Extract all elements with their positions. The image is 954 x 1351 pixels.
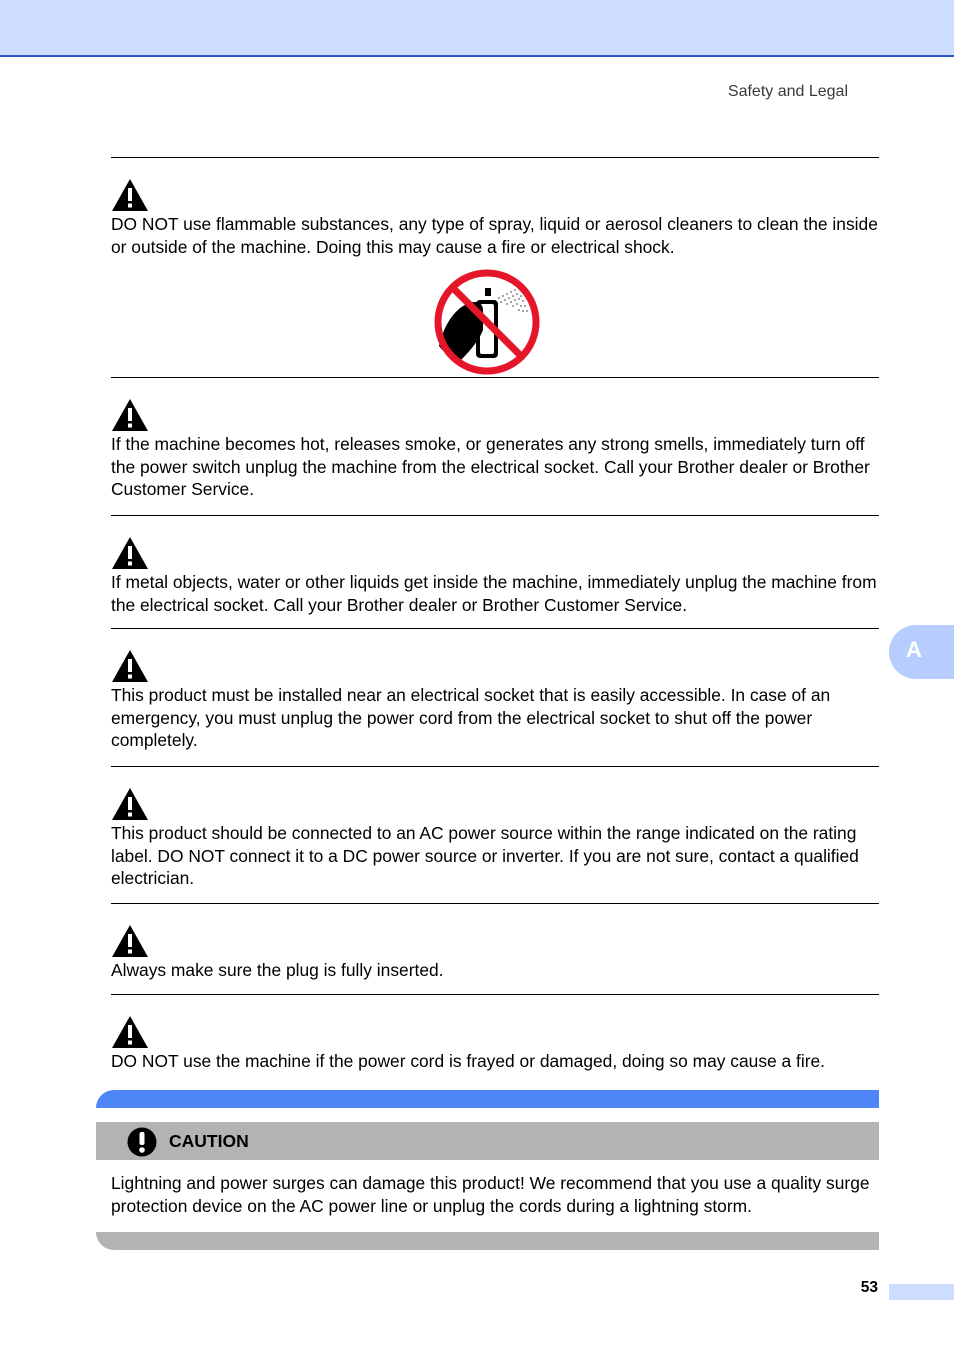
warning-text: Always make sure the plug is fully inserted. [111,960,444,980]
section-divider [111,994,879,995]
no-spray-icon [431,266,543,378]
caution-text: Lightning and power surges can damage this product! We recommend that you use a quality surge protection device on the AC power line or unplug the cords during a lightning storm. [111,1173,870,1216]
warning-triangle-icon [111,398,149,432]
warning-text: DO NOT use the machine if the power cord is frayed or damaged, doing so may cause a fire. [111,1051,826,1071]
section-divider [111,377,879,378]
warning-triangle-icon [111,649,149,683]
exclamation-circle-icon [127,1127,157,1157]
running-head-title: Safety and Legal [727,83,848,100]
header-band [0,0,954,57]
chapter-tab[interactable] [889,625,954,679]
warning-triangle-icon [111,536,149,570]
page-number-tab [889,1284,954,1300]
warning-triangle-icon [111,178,149,212]
warning-triangle-icon [111,1015,149,1049]
section-divider [111,628,879,629]
page-number: 53 [860,1279,878,1296]
caution-header [96,1122,879,1160]
caution-label: CAUTION [169,1131,249,1151]
warning-text: If metal objects, water or other liquids get inside the machine, immediately unplug the machine from the electrical socket. Call your Brother dealer or Brother Customer Service. [111,572,877,615]
warning-text: DO NOT use flammable substances, any type of spray, liquid or aerosol cleaners to clean the inside or outside of the machine. Doing this may cause a fire or electrical shock. [111,214,878,257]
warning-text: This product should be connected to an AC power source within the range indicated on the rating label. DO NOT connect it to a DC power source or inverter. If you are not sure, contact a qualified electrician. [111,823,859,888]
warning-triangle-icon [111,924,149,958]
chapter-tab-letter: A [906,637,922,662]
section-divider [111,515,879,516]
section-divider [111,766,879,767]
warning-text: If the machine becomes hot, releases smoke, or generates any strong smells, immediately turn off the power switch unplug the machine from the electrical socket. Call your Brother dealer or Brother Customer Service. [111,434,870,499]
section-divider [111,903,879,904]
warning-text: This product must be installed near an electrical socket that is easily accessible. In case of an emergency, you must unplug the power cord from the electrical socket to shut off the power completely. [111,685,831,750]
caution-top-bar [96,1090,879,1108]
section-divider [111,157,879,158]
caution-bottom-bar [96,1232,879,1250]
warning-triangle-icon [111,787,149,821]
